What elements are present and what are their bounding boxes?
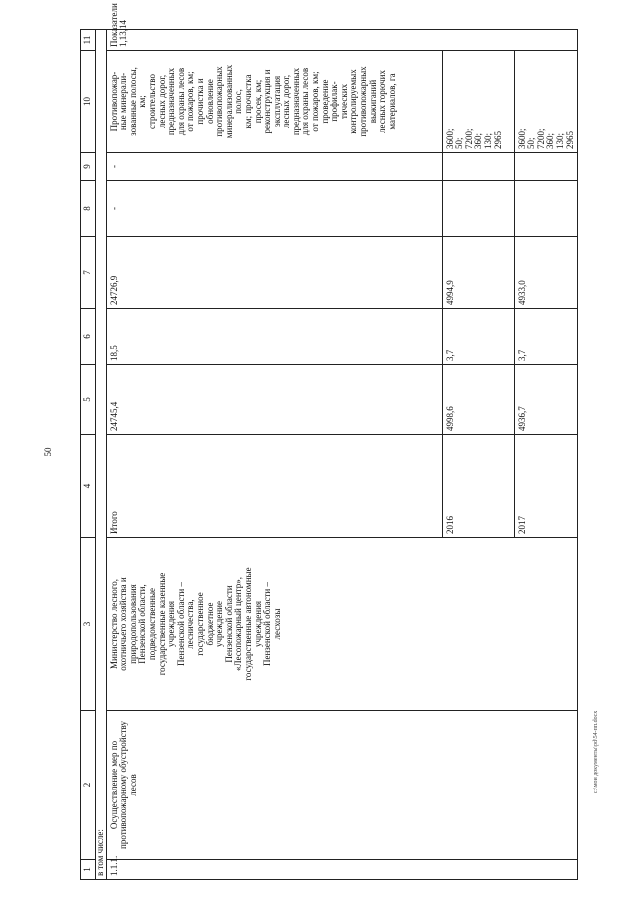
- indicator-value: 360;: [473, 132, 484, 149]
- indicator-line: противопожарных: [214, 66, 225, 137]
- executor-line: учреждения: [252, 600, 263, 648]
- indicator-line: предназначенных: [166, 67, 177, 136]
- indicators-reference: Показатели 1,13,14: [106, 30, 577, 51]
- empty-cell: [442, 153, 514, 181]
- executor-line: Пензенской области: [223, 585, 234, 663]
- indicator-line: лесных дорог,: [281, 74, 292, 129]
- executor-line: государственные автономные: [242, 567, 253, 681]
- col6-value: 3,7: [514, 309, 577, 365]
- total-value: 4998,6: [442, 365, 514, 435]
- column-number: 3: [81, 538, 96, 711]
- indicator-line: обновление: [204, 79, 215, 124]
- col6-value: 3,7: [442, 309, 514, 365]
- indicator-line: просек, км;: [252, 79, 263, 124]
- total-value: 24745,4: [106, 365, 442, 435]
- col9-value: -: [106, 153, 442, 181]
- indicator-line: от пожаров, км;: [310, 71, 321, 132]
- executor-line: Пензенской области –: [262, 582, 273, 666]
- indicator-value: 130;: [554, 132, 565, 149]
- executor-line: государственное: [194, 592, 205, 656]
- indicator-line: выжиганий: [367, 79, 378, 124]
- executor-line: Пензенской области,: [137, 584, 148, 664]
- executor-line: учреждения: [166, 600, 177, 648]
- indicator-line: полос,: [233, 89, 244, 114]
- indicator-line: контролируемых: [348, 69, 359, 134]
- period-label: Итого: [106, 435, 442, 538]
- col7-value: 4933,0: [514, 237, 577, 309]
- indicator-line: строительство: [146, 74, 157, 129]
- column-number: 7: [81, 237, 96, 309]
- indicator-line: прочистка и: [194, 78, 205, 125]
- table-row: [106, 30, 442, 880]
- indicator-line: для охраны лесов: [175, 67, 186, 136]
- year-label: 2016: [442, 435, 514, 538]
- indicator-line: от пожаров, км;: [185, 71, 196, 132]
- column-number: 4: [81, 435, 96, 538]
- indicator-line: зованные полосы,: [127, 67, 138, 136]
- indicator-value: 50;: [526, 137, 537, 149]
- indicator-line: км;: [137, 95, 148, 108]
- indicator-line: км; прочистка: [242, 74, 253, 129]
- indicator-values-cell: [442, 51, 514, 153]
- column-number: 1: [81, 860, 96, 880]
- executor-line: «Лесопожарный центр»,: [233, 577, 244, 671]
- program-table: [80, 3, 578, 880]
- empty-cell: [514, 153, 577, 181]
- empty-cell: [442, 181, 514, 237]
- column-number: 10: [81, 51, 96, 153]
- indicator-line: противопожарных: [358, 66, 369, 137]
- indicator-value: 2965: [564, 131, 575, 149]
- executor-line: учреждение: [214, 601, 225, 647]
- total-value: 4936,7: [514, 365, 577, 435]
- indicator-line: профилак-: [329, 81, 340, 122]
- executor-line: природопользования: [127, 584, 138, 664]
- indicator-value: 7200;: [463, 128, 474, 149]
- indicator-line: эксплуатация: [271, 75, 282, 128]
- section-note: в том числе:: [96, 30, 107, 880]
- col7-value: 24726,9: [106, 237, 442, 309]
- rotated-page: [80, 3, 575, 880]
- indicator-line: лесных дорог,: [156, 74, 167, 129]
- executor-line: бюджетное: [204, 602, 215, 646]
- indicator-value: 130;: [482, 132, 493, 149]
- col6-value: 18,5: [106, 309, 442, 365]
- indicator-line: минерализованных: [223, 64, 234, 139]
- executor-line: охотничьего хозяйства и: [118, 577, 129, 671]
- row-number: 1.1.1.: [106, 860, 577, 880]
- page-number: 50: [43, 447, 53, 457]
- executor-line: подведомственные: [146, 587, 157, 661]
- executor-line: государственные казенные: [156, 572, 167, 676]
- indicator-value: 50;: [454, 137, 465, 149]
- executor-line: лесхозы: [271, 608, 282, 640]
- indicator-value: 3600;: [444, 128, 455, 149]
- indicator-line: для охраны лесов: [300, 67, 311, 136]
- indicator-values-cell: [514, 51, 577, 153]
- year-label: 2017: [514, 435, 577, 538]
- col7-value: 4994,9: [442, 237, 514, 309]
- column-number-row: [81, 30, 96, 880]
- column-number: 11: [81, 30, 96, 51]
- column-number: 2: [81, 711, 96, 860]
- indicator-line: тических: [338, 83, 349, 120]
- indicator-value: 3600;: [516, 128, 527, 149]
- executor-line: Пензенской области –: [175, 582, 186, 666]
- indicator-line: материалов, га: [386, 73, 397, 130]
- column-number: 8: [81, 181, 96, 237]
- executor-line: лесничества,: [185, 599, 196, 649]
- indicator-line: Противопожар-: [108, 71, 119, 132]
- column-number: 5: [81, 365, 96, 435]
- indicator-name-cell: [106, 51, 442, 153]
- indicator-value: 360;: [545, 132, 556, 149]
- col8-value: -: [106, 181, 442, 237]
- indicator-value: 2965: [492, 131, 503, 149]
- indicator-line: реконструкция и: [262, 69, 273, 134]
- indicator-line: лесных горючих: [377, 70, 388, 134]
- indicator-line: ные минерали-: [118, 72, 129, 131]
- indicator-line: предназначенных: [290, 67, 301, 136]
- measure-name: Осуществление мер по противопожарному обустройству лесов: [106, 711, 577, 860]
- executors-cell: [106, 538, 577, 711]
- indicator-line: проведение: [319, 79, 330, 124]
- executor-line: Министерство лесного,: [108, 579, 119, 669]
- empty-cell: [514, 181, 577, 237]
- footer-file-path: c:\мои документы\pd\54-пп.docx: [593, 710, 599, 794]
- column-number: 6: [81, 309, 96, 365]
- section-note-row: [96, 30, 107, 880]
- indicator-value: 7200;: [535, 128, 546, 149]
- column-number: 9: [81, 153, 96, 181]
